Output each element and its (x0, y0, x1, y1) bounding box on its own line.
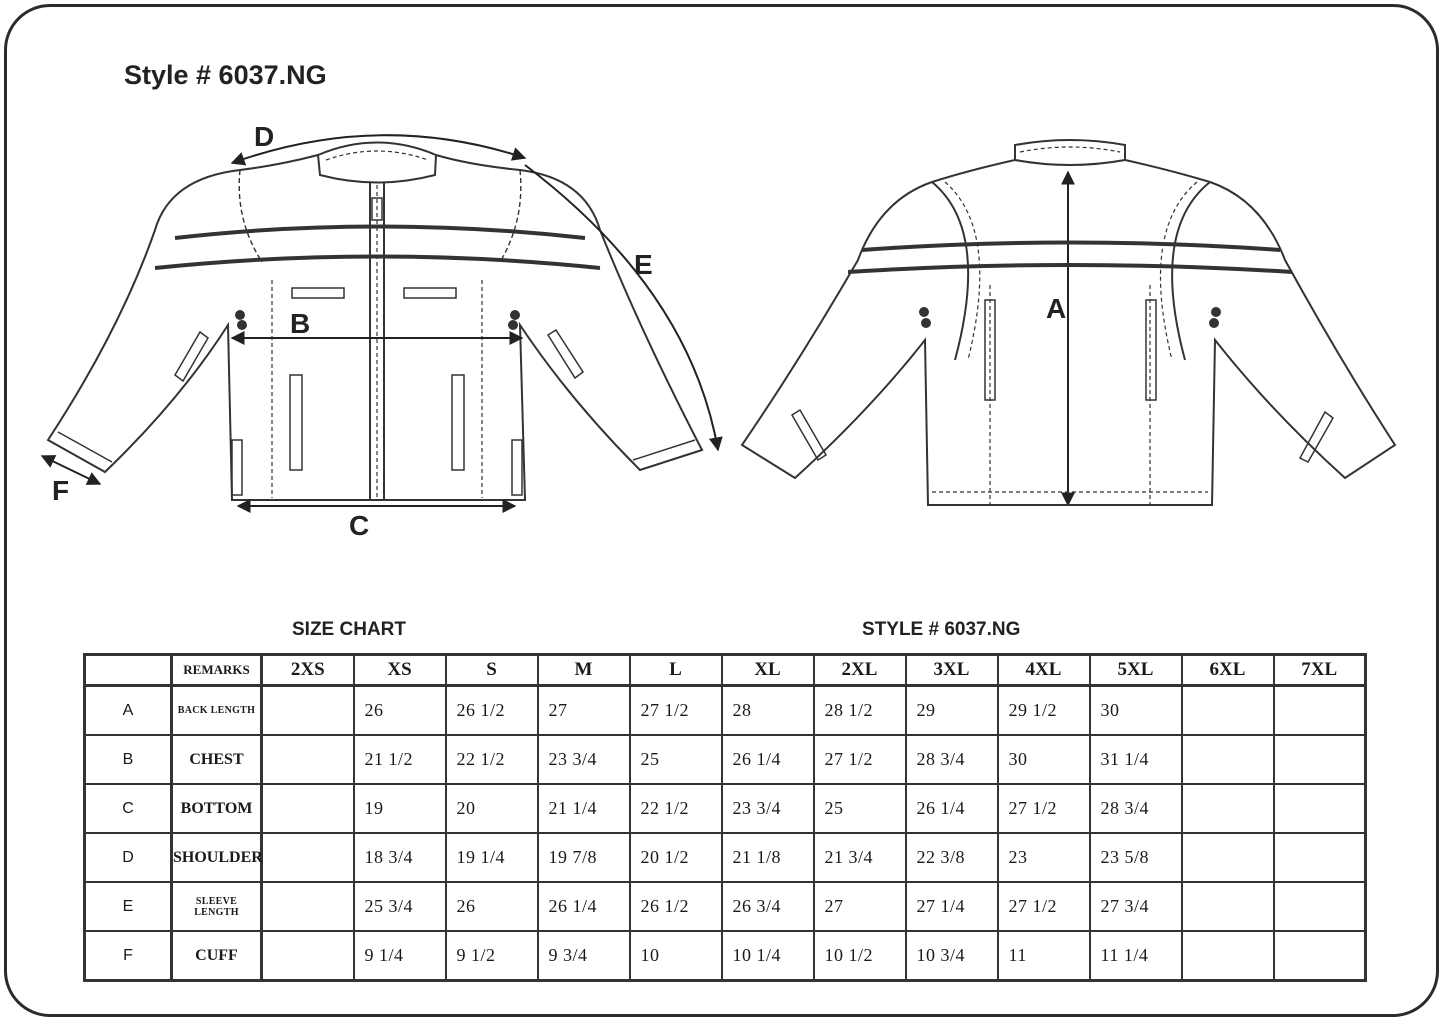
style-title: Style # 6037.NG (124, 60, 327, 90)
dimension-label-c: C (349, 510, 370, 541)
measurement-remark: CHEST (172, 735, 262, 784)
measurement-value (1182, 882, 1274, 931)
measurement-value (262, 686, 354, 736)
measurement-value: 23 3/4 (538, 735, 630, 784)
measurement-value: 28 1/2 (814, 686, 906, 736)
size-header: 4XL (998, 655, 1090, 686)
measurement-letter: B (85, 735, 172, 784)
measurement-value: 10 1/4 (722, 931, 814, 981)
measurement-value: 23 5/8 (1090, 833, 1182, 882)
measurement-value: 11 1/4 (1090, 931, 1182, 981)
size-header: 2XS (262, 655, 354, 686)
style-number-caption: STYLE # 6037.NG (862, 619, 1021, 640)
measurement-remark: SHOULDER (172, 833, 262, 882)
measurement-value: 18 3/4 (354, 833, 446, 882)
measurement-value: 19 (354, 784, 446, 833)
measurement-value: 26 1/2 (630, 882, 722, 931)
measurement-letter: A (85, 686, 172, 736)
measurement-value: 28 3/4 (1090, 784, 1182, 833)
size-header: 5XL (1090, 655, 1182, 686)
size-header: XS (354, 655, 446, 686)
measurement-value (1274, 833, 1366, 882)
jacket-front-view (48, 143, 702, 501)
measurement-remark: CUFF (172, 931, 262, 981)
measurement-letter: C (85, 784, 172, 833)
table-row (85, 882, 1366, 931)
measurement-value: 30 (1090, 686, 1182, 736)
measurement-value: 10 1/2 (814, 931, 906, 981)
measurement-value: 23 3/4 (722, 784, 814, 833)
size-header: M (538, 655, 630, 686)
measurement-value: 20 (446, 784, 538, 833)
size-header: XL (722, 655, 814, 686)
measurement-value (1274, 686, 1366, 736)
measurement-value: 9 1/4 (354, 931, 446, 981)
measurement-value: 27 (814, 882, 906, 931)
measurement-value: 31 1/4 (1090, 735, 1182, 784)
measurement-value (262, 882, 354, 931)
measurement-value: 21 1/8 (722, 833, 814, 882)
measurement-value (1274, 735, 1366, 784)
measurement-value: 10 3/4 (906, 931, 998, 981)
measurement-value: 26 (354, 686, 446, 736)
measurement-value (1182, 931, 1274, 981)
measurement-value: 26 (446, 882, 538, 931)
size-header-row (85, 655, 1366, 686)
measurement-remark: SLEEVE LENGTH (172, 882, 262, 931)
measurement-value: 25 (630, 735, 722, 784)
size-header: L (630, 655, 722, 686)
measurement-value: 26 1/4 (906, 784, 998, 833)
measurement-remark: BOTTOM (172, 784, 262, 833)
measurement-value (1274, 882, 1366, 931)
table-row (85, 735, 1366, 784)
measurement-value (1274, 931, 1366, 981)
measurement-value: 28 (722, 686, 814, 736)
measurement-value: 9 3/4 (538, 931, 630, 981)
empty-header-cell (85, 655, 172, 686)
measurement-value: 30 (998, 735, 1090, 784)
measurement-value: 26 1/4 (538, 882, 630, 931)
measurement-value: 21 1/4 (538, 784, 630, 833)
measurement-value: 27 1/2 (630, 686, 722, 736)
dimension-label-e: E (634, 249, 653, 280)
table-row (85, 931, 1366, 981)
measurement-value (262, 833, 354, 882)
measurement-value: 27 (538, 686, 630, 736)
measurement-value: 27 1/4 (906, 882, 998, 931)
table-row (85, 784, 1366, 833)
dimension-label-f: F (52, 475, 70, 506)
measurement-value: 19 1/4 (446, 833, 538, 882)
measurement-letter: D (85, 833, 172, 882)
size-header: 2XL (814, 655, 906, 686)
measurement-value (1182, 784, 1274, 833)
measurement-value: 22 1/2 (630, 784, 722, 833)
size-header: 3XL (906, 655, 998, 686)
measurement-value: 22 3/8 (906, 833, 998, 882)
dimension-label-a: A (1046, 293, 1067, 324)
measurement-value (262, 931, 354, 981)
measurement-value (1182, 833, 1274, 882)
measurement-value: 11 (998, 931, 1090, 981)
measurement-value: 26 3/4 (722, 882, 814, 931)
measurement-value: 25 3/4 (354, 882, 446, 931)
measurement-value: 21 3/4 (814, 833, 906, 882)
measurement-value: 10 (630, 931, 722, 981)
measurement-value (1274, 784, 1366, 833)
table-row (85, 833, 1366, 882)
measurement-value: 9 1/2 (446, 931, 538, 981)
measurement-value (1182, 686, 1274, 736)
measurement-value: 19 7/8 (538, 833, 630, 882)
dimension-label-b: B (290, 308, 311, 339)
measurement-value: 27 1/2 (998, 784, 1090, 833)
measurement-letter: F (85, 931, 172, 981)
measurement-value: 27 1/2 (814, 735, 906, 784)
measurement-value: 25 (814, 784, 906, 833)
size-header: 6XL (1182, 655, 1274, 686)
measurement-value (262, 784, 354, 833)
measurement-value: 22 1/2 (446, 735, 538, 784)
measurement-letter: E (85, 882, 172, 931)
size-chart-table (83, 653, 1367, 982)
measurement-value: 26 1/4 (722, 735, 814, 784)
size-header: S (446, 655, 538, 686)
measurement-value: 21 1/2 (354, 735, 446, 784)
measurement-value: 20 1/2 (630, 833, 722, 882)
measurement-value (1182, 735, 1274, 784)
measurement-value: 27 1/2 (998, 882, 1090, 931)
measurement-value: 28 3/4 (906, 735, 998, 784)
measurement-value (262, 735, 354, 784)
measurement-value: 27 3/4 (1090, 882, 1182, 931)
size-header: 7XL (1274, 655, 1366, 686)
measurement-value: 29 (906, 686, 998, 736)
dimension-label-d: D (254, 121, 275, 152)
measurement-value: 29 1/2 (998, 686, 1090, 736)
measurement-remark: BACK LENGTH (172, 686, 262, 736)
size-chart-caption: SIZE CHART (292, 619, 406, 640)
table-row (85, 686, 1366, 736)
measurement-value: 26 1/2 (446, 686, 538, 736)
measurement-value: 23 (998, 833, 1090, 882)
remarks-header: REMARKS (172, 655, 262, 686)
